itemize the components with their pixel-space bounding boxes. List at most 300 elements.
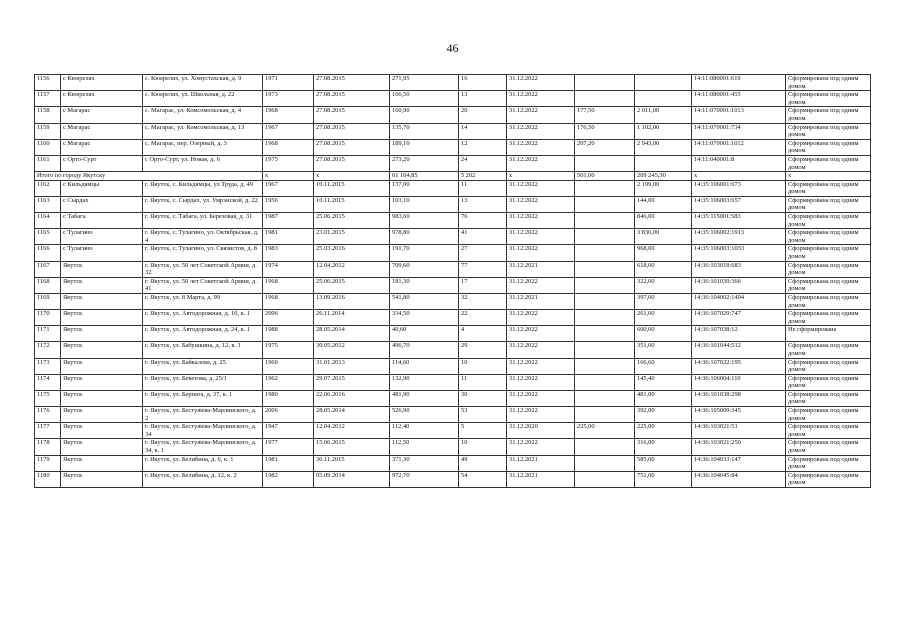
cell-value-a (575, 358, 635, 374)
cell-value-a (575, 155, 635, 171)
cell-area: 273,20 (390, 155, 459, 171)
cell-settlement: Якутск (61, 277, 143, 293)
cell-date: 27.08.2015 (314, 91, 390, 107)
cell-address: г. Якутск, ул. Байкалова, д. 25 (143, 358, 263, 374)
cell-cadastral-number: 14:36:104033:147 (692, 455, 786, 471)
cell-value-a: 177,50 (575, 107, 635, 123)
housing-register-table (34, 74, 871, 488)
cell-cadastral-number: 14:11:070001:734 (692, 123, 786, 139)
cell-row-number: 1177 (35, 423, 61, 439)
cell-value-a (575, 342, 635, 358)
total-cell: х (692, 172, 786, 181)
cell-area: 191,70 (390, 245, 459, 261)
cell-row-number: 1166 (35, 245, 61, 261)
cell-area: 40,60 (390, 326, 459, 342)
cell-value-a (575, 471, 635, 487)
table-row (35, 293, 871, 309)
cell-cadastral-number: 14:11:070001:1013 (692, 107, 786, 123)
cell-address: с. Кюерелях, ул. Школьная, д. 22 (143, 91, 263, 107)
cell-year-built: 1980 (263, 390, 314, 406)
cell-address: г. Якутск, ул. Бестужева-Марлинского, д. 34 (143, 423, 263, 439)
cell-date: 12.04.2012 (314, 423, 390, 439)
cell-land-status: Сформирована под одним домом (786, 139, 871, 155)
cell-row-number: 1174 (35, 374, 61, 390)
cell-value-b: 585,00 (635, 455, 692, 471)
cell-deadline: 31.12.2022 (507, 107, 575, 123)
cell-value-a (575, 196, 635, 212)
cell-value-b (635, 75, 692, 91)
cell-deadline: 31.12.2021 (507, 455, 575, 471)
cell-residents: 10 (459, 439, 507, 455)
cell-residents: 54 (459, 471, 507, 487)
cell-year-built: 1983 (263, 245, 314, 261)
cell-date: 10.11.2015 (314, 196, 390, 212)
cell-settlement: с Кюерелях (61, 91, 143, 107)
cell-deadline: 31.12.2021 (507, 471, 575, 487)
cell-land-status: Сформирована под одним домом (786, 293, 871, 309)
cell-year-built: 1971 (263, 75, 314, 91)
cell-value-b (635, 155, 692, 171)
cell-date: 28.05.2014 (314, 326, 390, 342)
cell-land-status: Сформирована под одним домом (786, 261, 871, 277)
cell-row-number: 1178 (35, 439, 61, 455)
cell-value-b: 145,40 (635, 374, 692, 390)
table-row (35, 390, 871, 406)
cell-deadline: 31.12.2022 (507, 139, 575, 155)
cell-row-number: 1172 (35, 342, 61, 358)
table-row (35, 407, 871, 423)
cell-value-a (575, 326, 635, 342)
cell-row-number: 1163 (35, 196, 61, 212)
total-row (35, 172, 871, 181)
cell-area: 481,90 (390, 390, 459, 406)
cell-settlement: Якутск (61, 342, 143, 358)
cell-year-built: 1960 (263, 358, 314, 374)
cell-land-status: Сформирована под одним домом (786, 374, 871, 390)
cell-value-a (575, 180, 635, 196)
cell-value-a: 176,50 (575, 123, 635, 139)
cell-row-number: 1169 (35, 293, 61, 309)
table-row (35, 107, 871, 123)
cell-value-a (575, 293, 635, 309)
cell-date: 27.08.2015 (314, 75, 390, 91)
cell-land-status: Сформирована под одним домом (786, 471, 871, 487)
cell-row-number: 1176 (35, 407, 61, 423)
cell-deadline: 31.12.2022 (507, 342, 575, 358)
cell-date: 28.05.2014 (314, 407, 390, 423)
cell-year-built: 1975 (263, 155, 314, 171)
cell-row-number: 1173 (35, 358, 61, 374)
total-cell: 209 245,30 (635, 172, 692, 181)
cell-settlement: с Сырдах (61, 196, 143, 212)
cell-year-built: 1973 (263, 91, 314, 107)
cell-residents: 13 (459, 91, 507, 107)
cell-residents: 30 (459, 390, 507, 406)
cell-address: г. Якутск, с. Тулагино, ул. Октябрьская, д. 4 (143, 229, 263, 245)
cell-value-b: 2 943,00 (635, 139, 692, 155)
table-row (35, 310, 871, 326)
table-row (35, 245, 871, 261)
cell-residents: 49 (459, 455, 507, 471)
cell-cadastral-number: 14:35:106001:673 (692, 180, 786, 196)
cell-row-number: 1157 (35, 91, 61, 107)
cell-settlement: с Тулагино (61, 229, 143, 245)
cell-date: 29.07.2015 (314, 374, 390, 390)
table-row (35, 261, 871, 277)
cell-land-status: Сформирована под одним домом (786, 455, 871, 471)
cell-value-a (575, 390, 635, 406)
cell-residents: 41 (459, 229, 507, 245)
cell-value-b: 261,00 (635, 310, 692, 326)
cell-value-a (575, 439, 635, 455)
cell-land-status: Сформирована под одним домом (786, 310, 871, 326)
table-row (35, 155, 871, 171)
table-row (35, 439, 871, 455)
cell-area: 112,40 (390, 423, 459, 439)
cell-value-a (575, 374, 635, 390)
cell-date: 30.05.2012 (314, 342, 390, 358)
table-row (35, 358, 871, 374)
cell-land-status: Сформирована под одним домом (786, 407, 871, 423)
cell-date: 27.08.2015 (314, 155, 390, 171)
cell-area: 189,10 (390, 139, 459, 155)
cell-area: 103,10 (390, 196, 459, 212)
cell-year-built: 1968 (263, 139, 314, 155)
cell-land-status: Сформирована под одним домом (786, 229, 871, 245)
cell-row-number: 1158 (35, 107, 61, 123)
cell-row-number: 1170 (35, 310, 61, 326)
table-row (35, 196, 871, 212)
cell-year-built: 1968 (263, 277, 314, 293)
cell-row-number: 1162 (35, 180, 61, 196)
cell-deadline: 31.12.2022 (507, 326, 575, 342)
cell-date: 13.09.2016 (314, 293, 390, 309)
cell-address: г. Якутск, ул. Автодорожная, д. 24, к. 1 (143, 326, 263, 342)
cell-value-a (575, 229, 635, 245)
cell-address: с. Магарас, ул. Комсомольская, д. 13 (143, 123, 263, 139)
table-row (35, 374, 871, 390)
cell-value-b: 2 199,00 (635, 180, 692, 196)
cell-date: 23.01.2015 (314, 229, 390, 245)
cell-cadastral-number: 14:36:103021:51 (692, 423, 786, 439)
cell-row-number: 1168 (35, 277, 61, 293)
cell-year-built: 1988 (263, 326, 314, 342)
cell-value-b: 144,00 (635, 196, 692, 212)
cell-cadastral-number: 14:36:104045:84 (692, 471, 786, 487)
cell-cadastral-number: 14:36:105009:345 (692, 407, 786, 423)
cell-date: 25.06.2015 (314, 213, 390, 229)
table-row (35, 423, 871, 439)
cell-area: 371,30 (390, 455, 459, 471)
cell-year-built: 1987 (263, 213, 314, 229)
cell-value-b: 351,00 (635, 342, 692, 358)
cell-value-a (575, 455, 635, 471)
cell-value-b: 225,00 (635, 423, 692, 439)
cell-settlement: Якутск (61, 455, 143, 471)
cell-land-status: Сформирована под одним домом (786, 123, 871, 139)
cell-year-built: 1975 (263, 342, 314, 358)
table-row (35, 91, 871, 107)
total-cell: х (314, 172, 390, 181)
cell-row-number: 1175 (35, 390, 61, 406)
cell-date: 27.08.2015 (314, 139, 390, 155)
cell-value-b: 3 836,00 (635, 229, 692, 245)
cell-deadline: 31.12.2022 (507, 439, 575, 455)
cell-area: 972,70 (390, 471, 459, 487)
cell-residents: 11 (459, 180, 507, 196)
cell-cadastral-number: 14:36:101044:512 (692, 342, 786, 358)
cell-value-b: 397,00 (635, 293, 692, 309)
cell-date: 25.06.2015 (314, 277, 390, 293)
cell-area: 112,50 (390, 439, 459, 455)
cell-address: с Орто-Сурт, ул. Новая, д. 6 (143, 155, 263, 171)
cell-settlement: Якутск (61, 374, 143, 390)
cell-row-number: 1160 (35, 139, 61, 155)
table-row (35, 342, 871, 358)
cell-cadastral-number: 14:35:106002:1913 (692, 229, 786, 245)
cell-address: с. Магарас, ул. Комсомольская, д. 4 (143, 107, 263, 123)
cell-deadline: 31.12.2022 (507, 390, 575, 406)
cell-deadline: 31.12.2021 (507, 261, 575, 277)
cell-residents: 5 (459, 423, 507, 439)
cell-value-a (575, 261, 635, 277)
cell-settlement: Якутск (61, 439, 143, 455)
cell-area: 978,80 (390, 229, 459, 245)
cell-land-status: Сформирована под одним домом (786, 91, 871, 107)
table-row (35, 123, 871, 139)
cell-residents: 77 (459, 261, 507, 277)
cell-settlement: Якутск (61, 293, 143, 309)
cell-residents: 27 (459, 245, 507, 261)
cell-date: 25.03.2016 (314, 245, 390, 261)
cell-address: г. Якутск, с. Кильдямцы, ул Труда, д. 49 (143, 180, 263, 196)
cell-deadline: 31.12.2022 (507, 229, 575, 245)
cell-cadastral-number: 14:36:101039:366 (692, 277, 786, 293)
cell-land-status: Сформирована под одним домом (786, 245, 871, 261)
cell-deadline: 31.12.2022 (507, 358, 575, 374)
cell-address: с. Кюерелях, ул. Хомустахская, д. 9 (143, 75, 263, 91)
cell-settlement: Якутск (61, 390, 143, 406)
total-cell: х (263, 172, 314, 181)
cell-area: 526,90 (390, 407, 459, 423)
cell-area: 166,50 (390, 91, 459, 107)
cell-deadline: 31.12.2022 (507, 277, 575, 293)
cell-settlement: Якутск (61, 358, 143, 374)
cell-land-status: Сформирована под одним домом (786, 423, 871, 439)
cell-cadastral-number: 14:35:106003:1033 (692, 245, 786, 261)
cell-address: г. Якутск, с. Сырдах, ул. Умрэнской, д. 22 (143, 196, 263, 212)
cell-date: 05.09.2014 (314, 471, 390, 487)
cell-residents: 16 (459, 75, 507, 91)
cell-year-built: 1967 (263, 123, 314, 139)
cell-value-b: 481,00 (635, 390, 692, 406)
cell-cadastral-number: 14:36:103021:250 (692, 439, 786, 455)
cell-year-built: 1981 (263, 229, 314, 245)
cell-value-b: 392,00 (635, 407, 692, 423)
cell-cadastral-number: 14:35:115001:583 (692, 213, 786, 229)
cell-cadastral-number: 14:36:107022:195 (692, 358, 786, 374)
cell-address: г. Якутск, ул. Бестужева-Марлинского, д. 2 (143, 407, 263, 423)
cell-value-b: 846,00 (635, 213, 692, 229)
cell-land-status: Сформирована под одним домом (786, 213, 871, 229)
cell-land-status: Сформирована под одним домом (786, 196, 871, 212)
cell-value-b: 618,00 (635, 261, 692, 277)
cell-settlement: с Тулагино (61, 245, 143, 261)
cell-area: 541,80 (390, 293, 459, 309)
cell-row-number: 1167 (35, 261, 61, 277)
cell-address: г. Якутск, ул. 8 Марта, д. 99 (143, 293, 263, 309)
cell-value-a (575, 310, 635, 326)
cell-year-built: 1974 (263, 261, 314, 277)
cell-settlement: Якутск (61, 423, 143, 439)
cell-residents: 11 (459, 374, 507, 390)
total-label: Итого по городу Якутску (35, 172, 263, 181)
cell-area: 114,60 (390, 358, 459, 374)
cell-cadastral-number: 14:11:080001:455 (692, 91, 786, 107)
cell-cadastral-number: 14:11:040001:8 (692, 155, 786, 171)
table-row (35, 229, 871, 245)
cell-area: 983,60 (390, 213, 459, 229)
cell-land-status: Сформирована под одним домом (786, 439, 871, 455)
cell-area: 496,70 (390, 342, 459, 358)
total-cell: 5 202 (459, 172, 507, 181)
cell-year-built: 1982 (263, 471, 314, 487)
cell-land-status: Сформирована под одним домом (786, 390, 871, 406)
cell-deadline: 31.12.2022 (507, 374, 575, 390)
cell-value-b: 600,00 (635, 326, 692, 342)
cell-year-built: 1962 (263, 374, 314, 390)
cell-value-b: 751,00 (635, 471, 692, 487)
cell-settlement: Якутск (61, 407, 143, 423)
cell-row-number: 1171 (35, 326, 61, 342)
cell-row-number: 1179 (35, 455, 61, 471)
cell-settlement: с Магарас (61, 123, 143, 139)
cell-date: 30.11.2015 (314, 455, 390, 471)
cell-value-b: 968,00 (635, 245, 692, 261)
cell-address: г. Якутск, ул. Бестужева-Марлинского, д. 34, к. 1 (143, 439, 263, 455)
cell-row-number: 1161 (35, 155, 61, 171)
cell-date: 22.06.2016 (314, 390, 390, 406)
cell-address: г. Якутск, ул. Автодорожная, д. 10, к. 1 (143, 310, 263, 326)
cell-date: 27.08.2015 (314, 123, 390, 139)
cell-address: г. Якутск, ул. 50 лет Советской Армии, д. 41 (143, 277, 263, 293)
cell-deadline: 31.12.2022 (507, 245, 575, 261)
cell-year-built: 2006 (263, 407, 314, 423)
cell-area: 709,60 (390, 261, 459, 277)
cell-address: с. Магарас, пер. Озерный, д. 3 (143, 139, 263, 155)
total-cell: х (786, 172, 871, 181)
cell-deadline: 31.12.2022 (507, 123, 575, 139)
cell-value-b: 316,00 (635, 439, 692, 455)
cell-value-a: 207,20 (575, 139, 635, 155)
cell-land-status: Сформирована под одним домом (786, 75, 871, 91)
cell-deadline: 31.12.2022 (507, 91, 575, 107)
cell-date: 26.11.2014 (314, 310, 390, 326)
cell-address: г. Якутск, ул. Бабушкина, д. 12, к. 1 (143, 342, 263, 358)
cell-deadline: 31.12.2022 (507, 310, 575, 326)
cell-cadastral-number: 14:36:101038:298 (692, 390, 786, 406)
cell-area: 132,90 (390, 374, 459, 390)
cell-deadline: 31.12.2022 (507, 407, 575, 423)
cell-value-a (575, 245, 635, 261)
cell-settlement: с Кильдямцы (61, 180, 143, 196)
cell-date: 10.11.2015 (314, 180, 390, 196)
cell-value-a (575, 91, 635, 107)
cell-year-built: 1956 (263, 196, 314, 212)
cell-year-built: 1968 (263, 107, 314, 123)
cell-land-status: Не сформирована (786, 326, 871, 342)
cell-value-b: 322,00 (635, 277, 692, 293)
cell-area: 271,95 (390, 75, 459, 91)
cell-address: г. Якутск, ул. Беветова, д. 25/1 (143, 374, 263, 390)
cell-address: г. Якутск, ул. 50 лет Советской Армии, д. 32 (143, 261, 263, 277)
cell-deadline: 31.12.2022 (507, 75, 575, 91)
cell-row-number: 1180 (35, 471, 61, 487)
cell-deadline: 31.12.2022 (507, 196, 575, 212)
cell-residents: 53 (459, 407, 507, 423)
cell-settlement: с Орто-Сурт (61, 155, 143, 171)
cell-residents: 76 (459, 213, 507, 229)
cell-date: 27.08.2015 (314, 107, 390, 123)
cell-residents: 22 (459, 310, 507, 326)
cell-deadline: 31.12.2022 (507, 180, 575, 196)
total-cell: 501,00 (575, 172, 635, 181)
cell-residents: 4 (459, 326, 507, 342)
cell-year-built: 2006 (263, 310, 314, 326)
cell-value-b: 166,60 (635, 358, 692, 374)
cell-residents: 13 (459, 196, 507, 212)
cell-date: 31.01.2013 (314, 358, 390, 374)
cell-land-status: Сформирована под одним домом (786, 342, 871, 358)
cell-area: 137,00 (390, 180, 459, 196)
cell-residents: 29 (459, 342, 507, 358)
table-row (35, 139, 871, 155)
cell-settlement: Якутск (61, 471, 143, 487)
cell-settlement: с Кюерелях (61, 75, 143, 91)
cell-residents: 17 (459, 277, 507, 293)
cell-value-a (575, 407, 635, 423)
cell-deadline: 31.12.2022 (507, 155, 575, 171)
cell-value-a: 225,00 (575, 423, 635, 439)
cell-value-a (575, 277, 635, 293)
cell-settlement: с Магарас (61, 139, 143, 155)
cell-cadastral-number: 14:36:107038:12 (692, 326, 786, 342)
cell-value-b: 1 102,00 (635, 123, 692, 139)
cell-settlement: с Табага (61, 213, 143, 229)
cell-address: г. Якутск, ул. Белибина, д. 12, к. 2 (143, 471, 263, 487)
cell-land-status: Сформирована под одним домом (786, 107, 871, 123)
cell-cadastral-number: 14:11:070001:1012 (692, 139, 786, 155)
cell-area: 135,70 (390, 123, 459, 139)
cell-residents: 20 (459, 107, 507, 123)
cell-value-a (575, 75, 635, 91)
cell-deadline: 31.12.2022 (507, 213, 575, 229)
cell-row-number: 1159 (35, 123, 61, 139)
cell-area: 334,50 (390, 310, 459, 326)
cell-address: г. Якутск, ул. Белибина, д. 6, к. 1 (143, 455, 263, 471)
cell-residents: 12 (459, 139, 507, 155)
cell-row-number: 1156 (35, 75, 61, 91)
cell-settlement: Якутск (61, 261, 143, 277)
table-row (35, 471, 871, 487)
cell-value-b: 2 011,00 (635, 107, 692, 123)
cell-deadline: 31.12.2020 (507, 423, 575, 439)
cell-land-status: Сформирована под одним домом (786, 155, 871, 171)
cell-residents: 10 (459, 358, 507, 374)
table-row (35, 277, 871, 293)
cell-area: 160,90 (390, 107, 459, 123)
cell-year-built: 1977 (263, 439, 314, 455)
